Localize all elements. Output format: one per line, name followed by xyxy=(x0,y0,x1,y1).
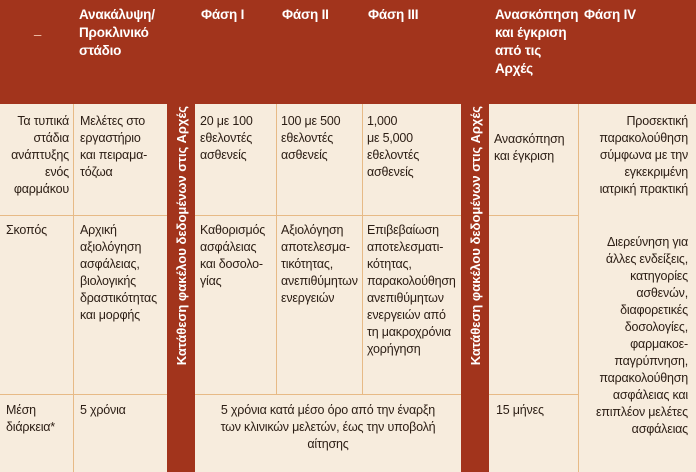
row-divider-1-middle xyxy=(195,215,461,216)
cell-stages-phase-3: 1,000 με 5,000 εθελοντές ασθενείς xyxy=(367,114,420,179)
vertical-label-right xyxy=(461,0,489,472)
col-divider-a xyxy=(73,104,74,472)
cell-stages-discovery: Μελέτες στο εργαστήριο και πειραμα- τόζωα xyxy=(80,114,148,179)
cell-stages-review: Ανασκόπηση και έγκριση xyxy=(494,132,565,163)
vertical-label-left xyxy=(167,0,195,472)
header-corner xyxy=(0,0,73,104)
header-phase-2: Φάση II xyxy=(276,0,362,104)
header-phase-4: Φάση IV xyxy=(578,0,696,104)
cell-purpose-phase-1: Καθορισμός ασφάλειας και δοσολο- γίας xyxy=(200,223,266,288)
col-divider-d xyxy=(578,104,579,472)
cell-duration-clinical-phases: 5 χρόνια κατά μέσο όρο από την έναρξη των κλινικών μελετών, έως την υποβολή αίτησης xyxy=(220,403,436,451)
row-divider-2-left xyxy=(0,394,167,395)
cell-purpose-phase-2: Αξιολόγηση αποτελεσμα- τικότητας, ανεπιθύμητων ενεργειών xyxy=(281,223,358,305)
cell-duration-discovery: 5 χρόνια xyxy=(80,403,126,417)
vertical-label-right-text: Κατάθεση φακέλου δεδομένων στις Αρχές xyxy=(467,106,483,366)
cell-duration-review: 15 μήνες xyxy=(496,403,544,417)
row-label-stages: Τα τυπικά στάδια ανάπτυξης ενός φαρμάκου xyxy=(11,114,69,196)
row-label-purpose: Σκοπός xyxy=(6,223,47,237)
header-phase-3: Φάση III xyxy=(362,0,461,104)
cell-purpose-phase-3: Επιβεβαίωση αποτελεσματι- κότητας, παρακολούθηση ανεπιθύμητων ενεργειών από τη μακροχρόνια χορήγηση xyxy=(367,223,456,356)
col-divider-c xyxy=(362,104,363,394)
cell-phase-4-investigation: Διερεύνηση για άλλες ενδείξεις, κατηγορίες ασθενών, διαφορετικές δοσολογίες, φαρμακοε- παγρύπνηση, παρακολούθηση ασφάλειας και επιπλέον μελέτες ασφάλειας xyxy=(595,235,688,436)
row-divider-1-right xyxy=(489,215,578,216)
cell-purpose-discovery: Αρχική αξιολόγηση ασφάλειας, βιολογικής δραστικότητας και μορφής xyxy=(80,223,157,322)
header-discovery: Ανακάλυψη/ Προκλινικό στάδιο xyxy=(73,0,167,104)
corner-dash: – xyxy=(33,27,42,42)
header-phase-1: Φάση I xyxy=(195,0,276,104)
row-label-duration: Μέση διάρκεια* xyxy=(6,403,55,434)
cell-phase-4-monitoring: Προσεκτική παρακολούθηση σύμφωνα με την εγκεκριμένη ιατρική πρακτική xyxy=(599,114,688,196)
vertical-label-left-text: Κατάθεση φακέλου δεδομένων στις Αρχές xyxy=(173,106,189,366)
cell-stages-phase-2: 100 με 500 εθελοντές ασθενείς xyxy=(281,114,341,162)
row-divider-1-left xyxy=(0,215,167,216)
row-divider-2-right xyxy=(489,394,578,395)
row-divider-2-middle xyxy=(195,394,461,395)
cell-stages-phase-1: 20 με 100 εθελοντές ασθενείς xyxy=(200,114,253,162)
col-divider-b xyxy=(276,104,277,394)
header-review: Ανασκόπηση και έγκριση από τις Αρχές xyxy=(489,0,578,104)
